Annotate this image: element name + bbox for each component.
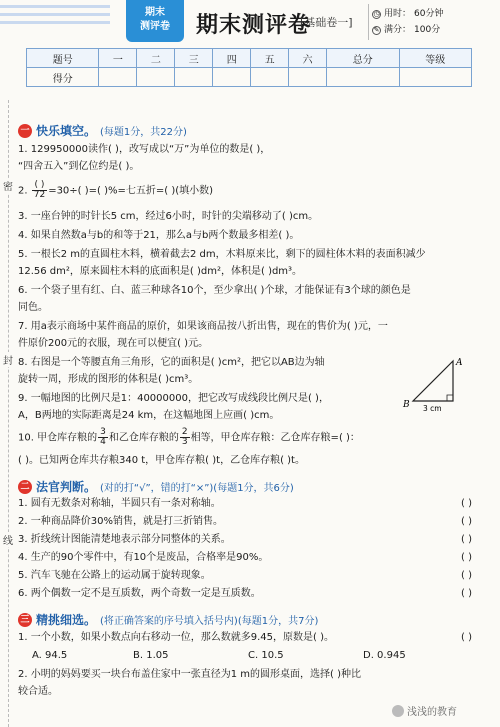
fraction-denominator: 72 — [33, 190, 46, 200]
judgment-item — [18, 551, 480, 565]
score-value: 100分 — [414, 25, 441, 35]
exam-badge — [126, 0, 184, 42]
judgment-item — [18, 569, 480, 583]
score-cell[interactable] — [251, 68, 289, 87]
fraction — [180, 428, 190, 447]
question-2-text: =30÷( )=( )%=七五折=( )(填小数) — [48, 185, 214, 197]
choice-option[interactable]: A. 94.5 — [32, 650, 68, 661]
watermark — [392, 703, 457, 718]
section-number: 一 — [18, 124, 32, 138]
judgment-text: 3. 折线统计图能清楚地表示部分同整体的关系。 — [18, 534, 231, 545]
seal-mark: 密 — [3, 178, 13, 193]
answer-blank[interactable]: ( ) — [461, 632, 472, 643]
watermark-logo-icon — [392, 705, 404, 717]
question-10-suffix: 相等，甲仓库存粮：乙仓库存粮=( )： — [190, 432, 360, 444]
meta-divider — [368, 4, 369, 40]
section-2-heading — [18, 478, 294, 495]
fraction-numerator: ( ) — [32, 181, 47, 191]
badge-line2: 测评卷 — [140, 21, 170, 32]
answer-blank[interactable]: ( ) — [461, 498, 472, 509]
score-table-header-row — [27, 49, 472, 68]
score-cell[interactable] — [99, 68, 137, 87]
question-5-line1: 5. 一根长2 m的直圆柱木料，横着截去2 dm，木料原来比，剩下的圆柱体木料的表面积减少 — [18, 249, 426, 260]
fraction-numerator: 3 — [100, 427, 106, 437]
score-table — [26, 48, 472, 87]
answer-blank[interactable]: ( ) — [461, 552, 472, 563]
question-7-line1: 7. 用a表示商场中某件商品的原价，如果该商品按八折出售，现在的售价为( )元，一 — [18, 321, 388, 332]
judgment-item — [18, 497, 480, 511]
vertex-label-b: B — [403, 400, 410, 410]
question-1-line2: “四舍五入”到亿位约是( )。 — [18, 161, 140, 172]
page-title: 期末测评卷 — [196, 12, 312, 38]
fraction-denominator: 4 — [100, 437, 106, 447]
score-label: 满分： — [384, 25, 412, 35]
section-title: 快乐填空。 — [36, 124, 97, 138]
time-label: 用时： — [384, 9, 412, 19]
score-table-score-row — [27, 68, 472, 87]
fraction-denominator: 3 — [181, 437, 188, 447]
judgment-text: 1. 圆有无数条对称轴，半圆只有一条对称轴。 — [18, 498, 221, 509]
binding-line — [8, 100, 9, 727]
question-1-line1: 1. 129950000读作( )，改写成以“万”为单位的数是( )， — [18, 144, 271, 155]
vertex-label-a: A — [456, 358, 463, 368]
question-9-line2: A，B两地的实际距离是24 km，在这幅地图上应画( )cm。 — [18, 410, 280, 421]
choice-option[interactable]: C. 10.5 — [248, 650, 284, 661]
question-10-line1 — [18, 428, 480, 447]
seal-mark: 封 — [3, 352, 13, 367]
choice-option[interactable]: D. 0.945 — [363, 650, 406, 661]
score-header-cell: 等级 — [399, 49, 472, 68]
choice-option[interactable]: B. 1.05 — [133, 650, 169, 661]
exam-meta — [372, 6, 452, 38]
question-5-line2: 12.56 dm²，原来圆柱木料的底面积是( )dm²，体积是( )dm³。 — [18, 266, 303, 277]
question-2-prefix: 2. — [18, 185, 31, 197]
fraction — [32, 181, 47, 200]
fraction-numerator: 2 — [181, 427, 188, 437]
watermark-text: 浅浅的教育 — [407, 707, 457, 718]
seal-mark: 线 — [3, 532, 13, 547]
question-4: 4. 如果自然数a与b的和等于21，那么a与b两个数最多相差( )。 — [18, 230, 300, 241]
side-length-label: 3 cm — [423, 404, 442, 413]
choice-options — [18, 649, 480, 663]
section-note: (对的打“√”，错的打“×”)(每题1分，共6分) — [100, 483, 294, 494]
time-value: 60分钟 — [414, 9, 444, 19]
answer-blank[interactable]: ( ) — [461, 570, 472, 581]
question-10-line2: ( )。已知两仓库共存粮340 t，甲仓库存粮( )t，乙仓库存粮( )t。 — [18, 455, 305, 466]
judgment-text: 2. 一种商品降价30%销售，就是打三折销售。 — [18, 516, 223, 527]
section-1-heading — [18, 122, 187, 139]
section-3-heading — [18, 611, 318, 628]
section-number: 二 — [18, 480, 32, 494]
answer-blank[interactable]: ( ) — [461, 534, 472, 545]
badge-line1: 期末 — [145, 7, 165, 18]
section-number: 三 — [18, 613, 32, 627]
score-header-cell: 三 — [175, 49, 213, 68]
right-angle-mark — [447, 395, 453, 401]
choice-question-1-text: 1. 一个小数，如果小数点向右移动一位，那么数就多9.45，原数是( )。 — [18, 632, 334, 643]
score-row-label: 得分 — [27, 68, 99, 87]
question-2 — [18, 181, 480, 200]
choice-question-2-line1: 2. 小明的妈妈要买一块台布盖住家中一张直径为1 m的圆形桌面，选择( )种比 — [18, 669, 361, 680]
section-note: (将正确答案的序号填入括号内)(每题1分，共7分) — [100, 616, 319, 627]
choice-question-2-line2: 较合适。 — [18, 686, 58, 697]
judgment-text: 5. 汽车飞驰在公路上的运动属于旋转现象。 — [18, 570, 211, 581]
page-subtitle: [基础卷一] — [300, 16, 353, 29]
question-7-line2: 件原价200元的衣服，现在可以便宜( )元。 — [18, 338, 209, 349]
score-cell[interactable] — [175, 68, 213, 87]
score-header-cell: 六 — [289, 49, 327, 68]
question-6-line1: 6. 一个袋子里有红、白、蓝三种球各10个，至少拿出( )个球，才能保证有3个球的颜色是 — [18, 285, 411, 296]
clock-icon: ◷ — [373, 9, 380, 18]
answer-blank[interactable]: ( ) — [461, 588, 472, 599]
score-header-cell: 题号 — [27, 49, 99, 68]
score-cell[interactable] — [289, 68, 327, 87]
judgment-text: 6. 两个偶数一定不是互质数，两个奇数一定是互质数。 — [18, 588, 261, 599]
fraction — [98, 428, 108, 447]
pencil-icon: ✎ — [373, 25, 380, 34]
score-cell[interactable] — [137, 68, 175, 87]
question-6-line2: 同色。 — [18, 302, 48, 313]
header-stripes — [0, 0, 120, 30]
score-cell[interactable] — [399, 68, 472, 87]
section-title: 法官判断。 — [36, 480, 97, 494]
question-8-line2: 旋转一周，形成的图形的体积是( )cm³。 — [18, 374, 199, 385]
question-10-middle: 和乙仓库存粮的 — [108, 432, 179, 444]
judgment-item — [18, 515, 480, 529]
judgment-text: 4. 生产的90个零件中，有10个是废品，合格率是90%。 — [18, 552, 269, 563]
right-triangle-figure — [395, 355, 475, 413]
score-header-cell: 总分 — [327, 49, 399, 68]
score-cell[interactable] — [213, 68, 251, 87]
question-9-line1: 9. 一幅地图的比例尺是1：40000000，把它改写成线段比例尺是( )， — [18, 393, 329, 404]
answer-blank[interactable]: ( ) — [461, 516, 472, 527]
section-note: (每题1分，共22分) — [100, 127, 187, 138]
score-header-cell: 四 — [213, 49, 251, 68]
score-cell[interactable] — [327, 68, 399, 87]
judgment-item — [18, 587, 480, 601]
score-header-cell: 一 — [99, 49, 137, 68]
score-header-cell: 二 — [137, 49, 175, 68]
question-10-prefix: 10. 甲仓库存粮的 — [18, 432, 98, 444]
question-8-line1: 8. 右图是一个等腰直角三角形，它的面积是( )cm²，把它以AB边为轴 — [18, 357, 325, 368]
score-header-cell: 五 — [251, 49, 289, 68]
section-title: 精挑细选。 — [36, 613, 97, 627]
judgment-item — [18, 533, 480, 547]
choice-question-1 — [18, 631, 480, 645]
question-3: 3. 一座台钟的时针长5 cm，经过6小时，时针的尖端移动了( )cm。 — [18, 211, 319, 222]
